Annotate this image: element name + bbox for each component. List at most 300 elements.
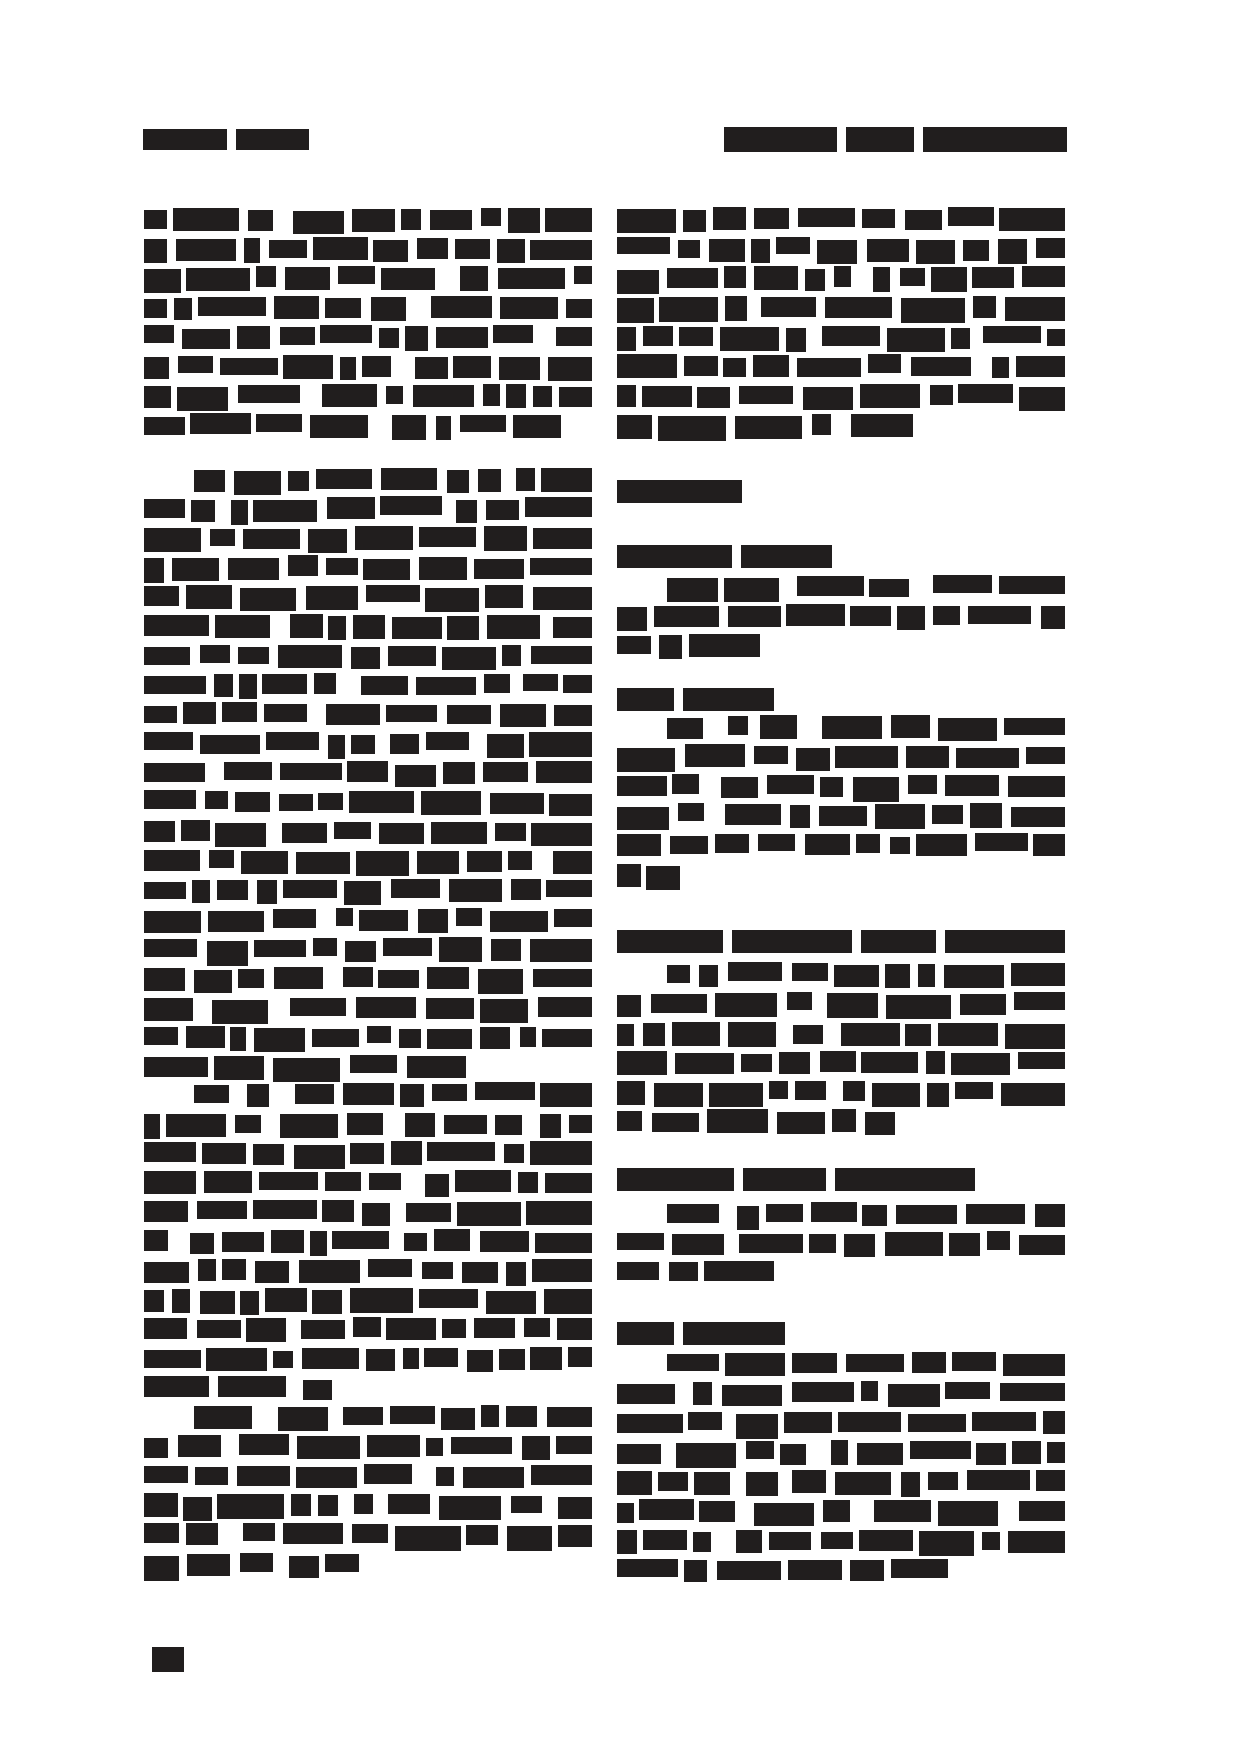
redacted-word bbox=[173, 208, 239, 230]
redacted-word bbox=[617, 1051, 667, 1075]
redacted-text-line bbox=[617, 325, 1065, 352]
redacted-text-line bbox=[617, 207, 1065, 233]
redacted-word bbox=[460, 266, 488, 291]
redacted-word bbox=[885, 964, 910, 988]
redacted-word bbox=[753, 355, 789, 377]
redacted-word bbox=[617, 1503, 634, 1523]
redacted-word bbox=[916, 834, 967, 856]
redacted-text-line bbox=[617, 991, 1065, 1018]
redacted-word bbox=[293, 211, 344, 234]
redacted-word bbox=[474, 559, 524, 580]
redacted-text-line bbox=[144, 236, 592, 263]
redacted-word bbox=[983, 326, 1041, 344]
redacted-word bbox=[419, 527, 477, 547]
redacted-word bbox=[926, 1051, 945, 1074]
redacted-word bbox=[144, 1230, 168, 1252]
redacted-word bbox=[405, 326, 429, 351]
redacted-word bbox=[301, 1320, 346, 1339]
redacted-word bbox=[853, 777, 899, 801]
redacted-word bbox=[144, 325, 174, 344]
redacted-text-line bbox=[144, 1055, 467, 1082]
redacted-word bbox=[751, 239, 770, 263]
redacted-word bbox=[310, 1231, 327, 1256]
redacted-word bbox=[821, 1532, 853, 1549]
redacted-word bbox=[667, 1204, 719, 1223]
redacted-word bbox=[617, 1384, 675, 1404]
redacted-word bbox=[194, 1085, 229, 1103]
redacted-word bbox=[144, 821, 175, 842]
redacted-word bbox=[197, 1201, 247, 1219]
redacted-word bbox=[144, 1350, 201, 1368]
redacted-word bbox=[617, 1414, 683, 1434]
redacted-word bbox=[792, 1382, 854, 1403]
redacted-word bbox=[347, 1113, 382, 1136]
redacted-word bbox=[453, 356, 490, 379]
redacted-word bbox=[617, 1111, 642, 1131]
redacted-word bbox=[328, 616, 346, 640]
redacted-word bbox=[723, 358, 746, 377]
redacted-word bbox=[652, 1113, 699, 1132]
redacted-word bbox=[343, 1407, 382, 1425]
redacted-word bbox=[617, 327, 636, 351]
redacted-word bbox=[413, 385, 474, 407]
redacted-text-line bbox=[144, 383, 592, 410]
redacted-word bbox=[684, 1560, 707, 1582]
redacted-word bbox=[911, 357, 971, 376]
redacted-word bbox=[787, 992, 812, 1011]
redacted-word bbox=[1047, 329, 1064, 346]
redacted-word bbox=[198, 1259, 216, 1282]
redacted-word bbox=[288, 555, 318, 576]
redacted-word bbox=[958, 384, 1013, 403]
redacted-word bbox=[426, 998, 474, 1019]
redacted-word bbox=[861, 930, 936, 953]
redacted-text-line bbox=[617, 1558, 949, 1582]
redacted-word bbox=[217, 1494, 283, 1518]
redacted-text-line bbox=[144, 526, 592, 554]
redacted-word bbox=[243, 1523, 275, 1541]
redacted-word bbox=[485, 585, 524, 609]
redacted-word bbox=[144, 499, 185, 518]
redacted-word bbox=[214, 1056, 264, 1080]
redacted-word bbox=[144, 417, 185, 436]
redacted-word bbox=[417, 238, 448, 258]
redacted-word bbox=[200, 645, 230, 663]
redacted-word bbox=[487, 615, 540, 639]
redacted-word bbox=[530, 558, 592, 575]
redacted-word bbox=[553, 851, 592, 874]
redacted-word bbox=[442, 647, 496, 670]
redacted-word bbox=[617, 1559, 678, 1577]
redacted-word bbox=[259, 1172, 318, 1190]
redacted-word bbox=[820, 1051, 856, 1072]
redacted-word bbox=[436, 1467, 454, 1486]
redacted-word bbox=[380, 496, 442, 515]
redacted-text-line bbox=[144, 1317, 592, 1342]
redacted-word bbox=[316, 469, 372, 489]
redacted-word bbox=[658, 416, 727, 441]
redacted-word bbox=[905, 1024, 931, 1046]
redacted-word bbox=[192, 880, 210, 903]
redacted-word bbox=[956, 748, 1019, 768]
redacted-word bbox=[487, 734, 524, 758]
redacted-word bbox=[467, 1350, 493, 1372]
redacted-word bbox=[502, 645, 521, 666]
redacted-text-line bbox=[617, 634, 760, 659]
redacted-word bbox=[1001, 1083, 1064, 1106]
redacted-word bbox=[228, 558, 279, 580]
redacted-word bbox=[495, 1115, 522, 1135]
redacted-word bbox=[144, 1376, 209, 1397]
redacted-word bbox=[475, 1082, 535, 1100]
redacted-word bbox=[183, 702, 216, 724]
redacted-word bbox=[617, 415, 652, 439]
redacted-text-line bbox=[144, 413, 561, 440]
redacted-word bbox=[388, 1494, 430, 1514]
redacted-word bbox=[951, 328, 970, 349]
redacted-word bbox=[796, 748, 830, 770]
redacted-text-line bbox=[144, 266, 592, 293]
redacted-word bbox=[850, 606, 890, 625]
redacted-word bbox=[754, 1503, 813, 1526]
redacted-word bbox=[240, 588, 296, 611]
redacted-word bbox=[728, 1022, 776, 1047]
redacted-word bbox=[859, 1530, 913, 1551]
redacted-text-line bbox=[194, 467, 592, 495]
redacted-word bbox=[144, 1057, 208, 1076]
redacted-word bbox=[176, 239, 236, 261]
redacted-word bbox=[493, 325, 533, 342]
redacted-word bbox=[1004, 718, 1065, 736]
redacted-word bbox=[887, 328, 945, 352]
redacted-word bbox=[688, 1412, 722, 1429]
redacted-word bbox=[524, 1318, 550, 1337]
redacted-word bbox=[361, 676, 408, 695]
redacted-word bbox=[325, 1554, 359, 1571]
redacted-word bbox=[312, 1290, 342, 1314]
redacted-word bbox=[1011, 807, 1065, 828]
redacted-text-line bbox=[667, 1352, 1065, 1376]
redacted-word bbox=[1033, 834, 1064, 856]
redacted-word bbox=[467, 851, 502, 873]
redacted-text-line bbox=[617, 236, 1065, 264]
redacted-word bbox=[823, 1500, 849, 1522]
redacted-word bbox=[721, 777, 759, 798]
redacted-word bbox=[670, 836, 709, 853]
redacted-word bbox=[401, 209, 421, 230]
redacted-word bbox=[788, 1560, 842, 1580]
redacted-word bbox=[274, 296, 320, 319]
redacted-word bbox=[1018, 1052, 1065, 1069]
redacted-word bbox=[235, 792, 270, 813]
redacted-word bbox=[523, 674, 558, 691]
redacted-text-line bbox=[667, 715, 1065, 741]
redacted-word bbox=[654, 1083, 703, 1106]
redacted-text-line bbox=[617, 604, 1065, 631]
redacted-word bbox=[239, 674, 256, 699]
redacted-word bbox=[617, 1233, 664, 1250]
redacted-word bbox=[678, 240, 700, 259]
redacted-word bbox=[797, 358, 860, 377]
redacted-text-line bbox=[144, 937, 592, 966]
redacted-word bbox=[312, 1029, 359, 1047]
redacted-word bbox=[200, 1291, 235, 1315]
redacted-word bbox=[144, 1438, 168, 1458]
redacted-word bbox=[699, 1501, 735, 1521]
redacted-heading-line bbox=[617, 930, 1065, 953]
redacted-word bbox=[754, 746, 788, 764]
redacted-word bbox=[421, 791, 482, 815]
redacted-word bbox=[439, 937, 482, 962]
redacted-word bbox=[566, 299, 592, 318]
redacted-word bbox=[310, 415, 367, 438]
redacted-word bbox=[178, 356, 213, 373]
redacted-word bbox=[290, 998, 346, 1016]
redacted-word bbox=[659, 297, 718, 322]
redacted-word bbox=[542, 1029, 592, 1048]
redacted-word bbox=[513, 415, 561, 438]
redacted-heading-line bbox=[617, 1322, 785, 1345]
redacted-text-line bbox=[144, 325, 592, 351]
redacted-word bbox=[351, 647, 380, 669]
redacted-word bbox=[891, 1559, 948, 1578]
redacted-text-line bbox=[144, 496, 592, 524]
redacted-word bbox=[554, 705, 592, 726]
redacted-word bbox=[919, 1531, 974, 1555]
redacted-word bbox=[456, 500, 478, 524]
redacted-word bbox=[951, 1053, 1011, 1075]
redacted-word bbox=[861, 1052, 917, 1074]
redacted-word bbox=[1036, 238, 1065, 258]
redacted-word bbox=[569, 1115, 592, 1133]
redacted-word bbox=[568, 1347, 592, 1367]
redacted-word bbox=[617, 354, 677, 378]
redacted-word bbox=[404, 1233, 426, 1252]
redacted-word bbox=[231, 500, 248, 525]
redacted-word bbox=[325, 298, 361, 318]
redacted-word bbox=[694, 1472, 730, 1495]
redacted-text-line bbox=[144, 1376, 332, 1400]
redacted-word bbox=[399, 1029, 421, 1048]
redacted-word bbox=[970, 803, 1002, 827]
redacted-word bbox=[617, 776, 667, 796]
redacted-word bbox=[144, 911, 201, 933]
redacted-word bbox=[144, 615, 209, 636]
redacted-text-line bbox=[667, 962, 1065, 988]
redacted-word bbox=[725, 804, 781, 826]
redacted-word bbox=[378, 970, 420, 988]
redacted-word bbox=[905, 210, 942, 230]
redacted-word bbox=[356, 997, 416, 1018]
redacted-word bbox=[860, 384, 920, 408]
redacted-word bbox=[874, 1500, 930, 1522]
redacted-word bbox=[186, 1026, 224, 1048]
redacted-word bbox=[553, 617, 592, 638]
redacted-word bbox=[295, 1084, 334, 1104]
redacted-word bbox=[313, 237, 368, 259]
redacted-word bbox=[491, 939, 521, 961]
redacted-word bbox=[144, 998, 193, 1020]
redacted-word bbox=[320, 325, 372, 343]
redacted-word bbox=[144, 1027, 178, 1044]
redacted-word bbox=[350, 1143, 384, 1164]
redacted-word bbox=[667, 268, 718, 287]
redacted-word bbox=[672, 774, 699, 795]
redacted-word bbox=[938, 1023, 999, 1046]
redacted-word bbox=[533, 587, 592, 610]
redacted-word bbox=[526, 1201, 592, 1225]
redacted-word bbox=[426, 1438, 444, 1456]
redacted-word bbox=[194, 970, 232, 992]
redacted-word bbox=[314, 673, 336, 694]
redacted-word bbox=[144, 1556, 179, 1581]
redacted-text-line bbox=[667, 575, 1065, 602]
redacted-word bbox=[709, 1083, 763, 1107]
redacted-word bbox=[717, 1561, 781, 1581]
redacted-word bbox=[885, 1232, 943, 1256]
redacted-word bbox=[963, 240, 989, 261]
redacted-word bbox=[728, 716, 747, 734]
redacted-word bbox=[843, 1081, 865, 1101]
redacted-text-line bbox=[617, 833, 1065, 857]
redacted-word bbox=[144, 357, 169, 379]
redacted-word bbox=[743, 1168, 825, 1191]
redacted-word bbox=[533, 386, 552, 407]
redacted-word bbox=[869, 579, 909, 598]
redacted-text-line bbox=[617, 744, 1065, 772]
redacted-word bbox=[500, 297, 558, 319]
redacted-word bbox=[367, 1026, 392, 1043]
redacted-word bbox=[195, 1467, 228, 1485]
redacted-word bbox=[617, 807, 669, 830]
redacted-word bbox=[617, 834, 661, 856]
redacted-word bbox=[144, 299, 167, 318]
redacted-word bbox=[484, 674, 509, 693]
redacted-word bbox=[422, 1262, 453, 1279]
redacted-word bbox=[391, 1141, 421, 1164]
redacted-word bbox=[486, 500, 519, 521]
redacted-word bbox=[998, 239, 1027, 264]
redacted-word bbox=[850, 1560, 883, 1581]
redacted-word bbox=[299, 1260, 360, 1283]
redacted-word bbox=[812, 414, 831, 435]
redacted-word bbox=[547, 1407, 592, 1428]
redacted-word bbox=[274, 967, 324, 990]
redacted-word bbox=[230, 1027, 246, 1051]
redacted-word bbox=[736, 1414, 778, 1439]
redacted-word bbox=[865, 1112, 895, 1136]
redacted-word bbox=[144, 882, 186, 899]
redacted-word bbox=[617, 636, 651, 654]
redacted-word bbox=[1022, 266, 1065, 286]
redacted-word bbox=[835, 746, 897, 768]
redacted-word bbox=[172, 558, 220, 581]
redacted-word bbox=[205, 791, 228, 809]
redacted-word bbox=[617, 1530, 637, 1554]
redacted-word bbox=[675, 1053, 734, 1074]
redacted-word bbox=[548, 357, 592, 381]
redacted-word bbox=[982, 1532, 1000, 1550]
redacted-word bbox=[754, 208, 789, 229]
redacted-word bbox=[340, 357, 356, 380]
redacted-word bbox=[417, 851, 460, 875]
redacted-word bbox=[960, 994, 1006, 1015]
redacted-word bbox=[456, 908, 482, 925]
redacted-word bbox=[278, 1407, 329, 1431]
redacted-word bbox=[739, 386, 793, 404]
redacted-word bbox=[538, 997, 592, 1017]
redacted-word bbox=[952, 1352, 996, 1371]
redacted-word bbox=[291, 1494, 311, 1516]
redacted-word bbox=[190, 413, 250, 434]
redacted-word bbox=[191, 500, 215, 522]
redacted-word bbox=[516, 468, 535, 491]
redacted-word bbox=[240, 1291, 260, 1315]
redacted-word bbox=[395, 765, 436, 787]
redacted-word bbox=[264, 704, 307, 722]
redacted-text-line bbox=[617, 1528, 1065, 1555]
redacted-word bbox=[722, 1385, 782, 1406]
redacted-text-line bbox=[617, 1381, 1065, 1406]
redacted-word bbox=[427, 1029, 472, 1050]
redacted-word bbox=[290, 614, 322, 637]
redacted-word bbox=[912, 1352, 946, 1372]
redacted-text-line bbox=[617, 295, 1065, 323]
redacted-text-line bbox=[617, 862, 680, 890]
redacted-text-line bbox=[144, 207, 592, 234]
redacted-word bbox=[945, 930, 1065, 953]
redacted-word bbox=[246, 1318, 286, 1342]
redacted-word bbox=[400, 1084, 424, 1106]
redacted-word bbox=[424, 1348, 458, 1368]
redacted-word bbox=[1003, 1354, 1065, 1376]
redacted-word bbox=[728, 962, 783, 980]
redacted-word bbox=[617, 1322, 674, 1345]
redacted-word bbox=[434, 1229, 470, 1251]
redacted-word bbox=[831, 1440, 848, 1464]
redacted-word bbox=[832, 1109, 855, 1131]
redacted-word bbox=[949, 1233, 980, 1257]
redacted-text-line bbox=[144, 1288, 592, 1315]
redacted-word bbox=[699, 965, 718, 987]
redacted-word bbox=[901, 298, 965, 323]
redacted-text-line bbox=[617, 1080, 1065, 1107]
redacted-text-line bbox=[144, 790, 592, 815]
redacted-word bbox=[350, 1288, 414, 1313]
redacted-text-line bbox=[144, 1493, 592, 1521]
redacted-word bbox=[366, 585, 420, 602]
redacted-word bbox=[520, 1027, 536, 1046]
redacted-word bbox=[819, 806, 867, 826]
redacted-word bbox=[447, 616, 478, 639]
redacted-word bbox=[767, 775, 814, 794]
redacted-text-line bbox=[617, 803, 1065, 830]
redacted-word bbox=[928, 1472, 958, 1490]
redacted-word bbox=[617, 995, 641, 1017]
redacted-word bbox=[359, 910, 408, 931]
redacted-heading-line bbox=[617, 1168, 975, 1191]
redacted-word bbox=[827, 993, 878, 1017]
redacted-word bbox=[844, 1234, 875, 1257]
redacted-word bbox=[617, 545, 732, 568]
redacted-word bbox=[651, 994, 708, 1014]
redacted-word bbox=[728, 606, 782, 626]
redacted-word bbox=[1047, 1442, 1065, 1463]
redacted-word bbox=[890, 837, 910, 854]
redacted-word bbox=[144, 1114, 160, 1139]
redacted-word bbox=[322, 1200, 354, 1222]
redacted-word bbox=[430, 210, 472, 230]
